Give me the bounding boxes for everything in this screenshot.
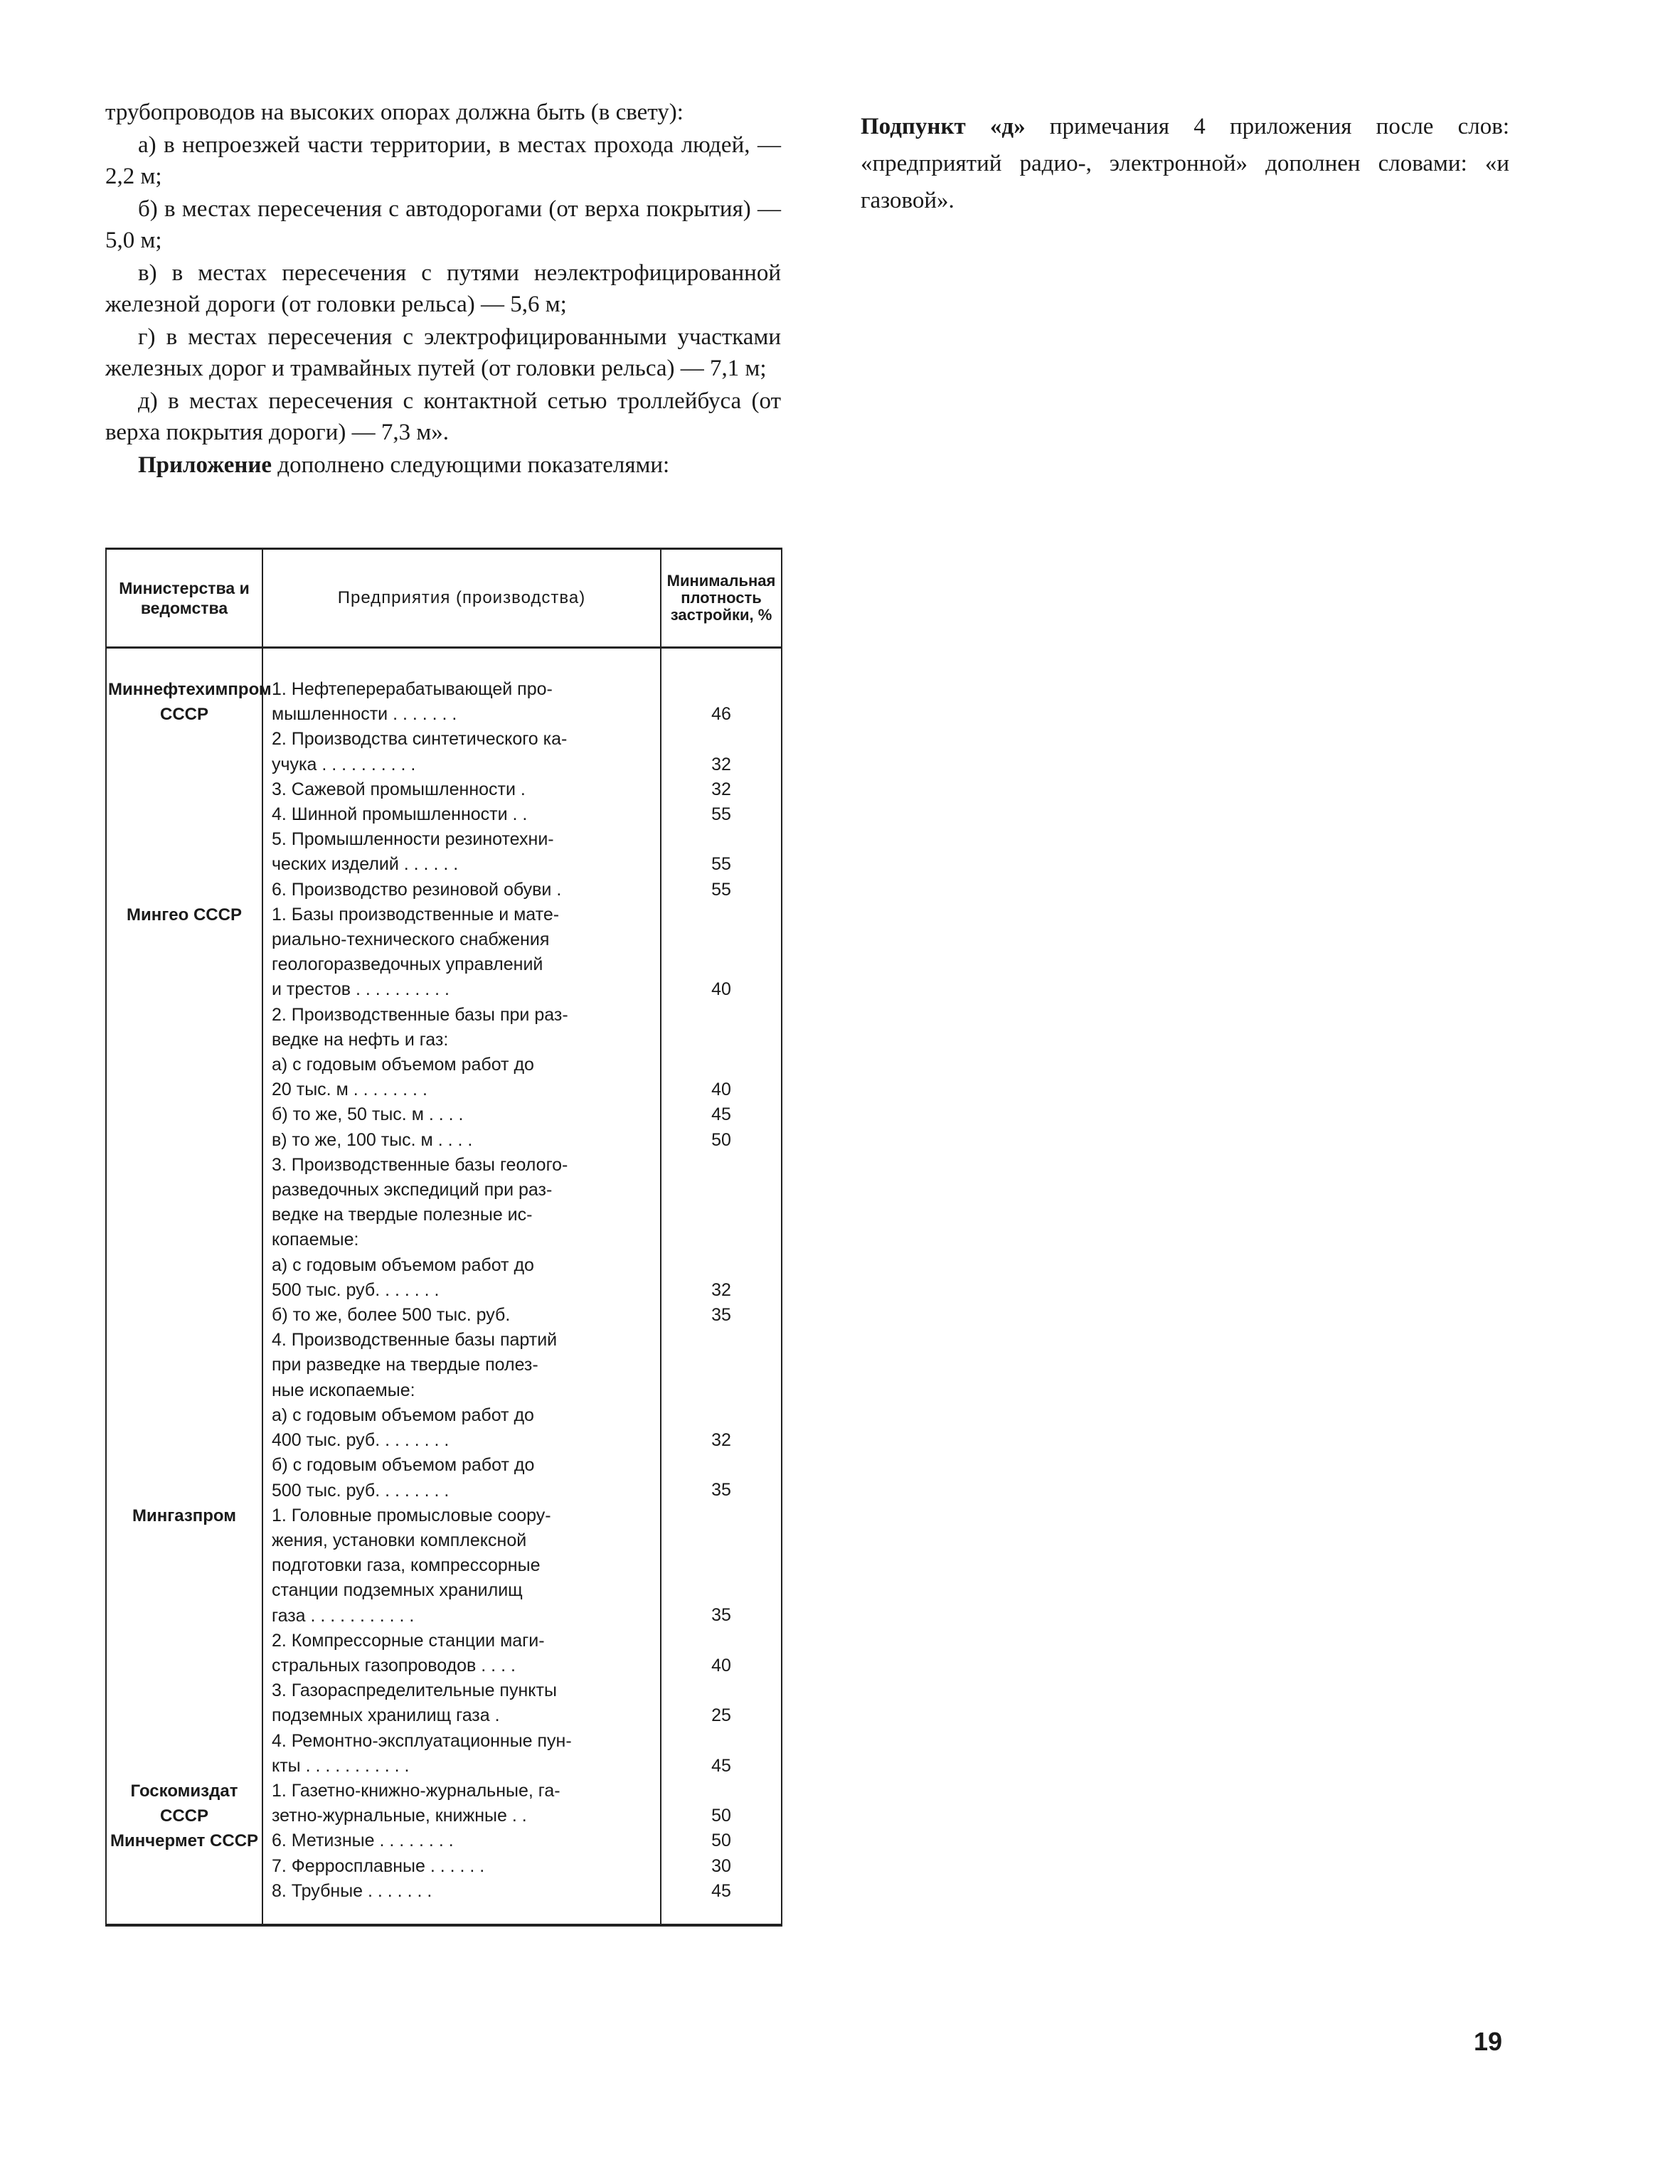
density-blank bbox=[661, 1779, 781, 1804]
table-intro bbox=[105, 449, 781, 481]
density-value: 45 bbox=[711, 1880, 731, 1901]
enterprise-line: 4. Шинной промышленности . . bbox=[272, 804, 528, 825]
ministry-cell: Мингазпром bbox=[106, 1503, 262, 1779]
enterprise-cell bbox=[262, 1828, 661, 1925]
density-blank bbox=[661, 1203, 781, 1227]
table-spacer-row bbox=[106, 648, 782, 678]
enterprise-line: 500 тыс. руб. . . . . . . . bbox=[272, 1480, 450, 1501]
density-blank bbox=[661, 1553, 781, 1578]
density-value: 30 bbox=[711, 1855, 731, 1876]
density-value: 40 bbox=[711, 1655, 731, 1676]
density-blank bbox=[661, 1328, 781, 1353]
spacer-cell bbox=[661, 648, 782, 678]
density-blank bbox=[661, 1678, 781, 1703]
ministry-cell: Мингео СССР bbox=[106, 902, 262, 1503]
enterprise-item bbox=[272, 902, 654, 1003]
enterprise-line: 3. Сажевой промышленности . bbox=[272, 779, 526, 799]
enterprise-line: 1. Головные промысловые соору- bbox=[272, 1505, 551, 1525]
enterprise-line: б) то же, более 500 тыс. руб. bbox=[272, 1305, 511, 1326]
density-value: 50 bbox=[711, 1806, 731, 1826]
enterprise-cell bbox=[262, 902, 661, 1503]
density-value: 35 bbox=[711, 1304, 731, 1325]
density-value bbox=[661, 1378, 781, 1402]
enterprise-item bbox=[272, 727, 654, 777]
density-value: 50 bbox=[711, 1129, 731, 1150]
density-value: 50 bbox=[711, 1831, 731, 1851]
enterprise-item bbox=[272, 1503, 654, 1629]
enterprise-line: геологоразведочных управлений bbox=[272, 954, 543, 975]
density-blank bbox=[661, 1629, 781, 1653]
density-value: 40 bbox=[711, 1080, 731, 1100]
enterprise-line: мышленности . . . . . . . bbox=[272, 704, 457, 725]
enterprise-line: 500 тыс. руб. . . . . . . bbox=[272, 1279, 440, 1300]
enterprise-item bbox=[272, 1453, 654, 1503]
enterprise-line: подготовки газа, компрессорные bbox=[272, 1555, 541, 1576]
table-group-row bbox=[106, 1828, 782, 1925]
ministry-cell: Минчермет СССР bbox=[106, 1828, 262, 1925]
density-blank bbox=[661, 927, 781, 952]
density-value: 45 bbox=[711, 1755, 731, 1776]
enterprise-line: ведке на твердые полезные ис- bbox=[272, 1205, 533, 1225]
enterprise-item bbox=[272, 1828, 654, 1853]
ministry-cell: Миннефтехимпром СССР bbox=[106, 677, 262, 902]
enterprise-line: 7. Ферросплавные . . . . . . bbox=[272, 1855, 485, 1876]
density-blank bbox=[661, 727, 781, 752]
enterprise-cell bbox=[262, 1779, 661, 1828]
enterprise-line: зетно-журнальные, книжные . . bbox=[272, 1806, 527, 1826]
right-paragraph bbox=[861, 108, 1509, 219]
enterprise-line: 20 тыс. м . . . . . . . . bbox=[272, 1080, 427, 1100]
page-number: 19 bbox=[1474, 2027, 1503, 2056]
enterprise-line: 3. Газораспределительные пункты bbox=[272, 1680, 557, 1701]
enterprise-line: 1. Нефтеперерабатывающей про- bbox=[272, 679, 553, 699]
left-column bbox=[105, 97, 781, 482]
enterprise-item bbox=[272, 1153, 654, 1253]
enterprise-line: б) то же, 50 тыс. м . . . . bbox=[272, 1104, 464, 1125]
enterprise-line: жения, установки комплексной bbox=[272, 1530, 527, 1550]
enterprise-line: станции подземных хранилищ bbox=[272, 1580, 523, 1601]
density-blank bbox=[661, 677, 781, 702]
enterprise-line: 4. Производственные базы партий bbox=[272, 1330, 558, 1351]
table-header-row bbox=[106, 549, 782, 648]
enterprise-line: подземных хранилищ газа . bbox=[272, 1705, 500, 1726]
density-blank bbox=[661, 1178, 781, 1203]
density-value: 55 bbox=[711, 854, 731, 875]
enterprise-line: стральных газопроводов . . . . bbox=[272, 1655, 516, 1676]
enterprise-line: 4. Ремонтно-эксплуатационные пун- bbox=[272, 1730, 572, 1751]
enterprise-item bbox=[272, 1729, 654, 1779]
enterprise-line: 1. Базы производственные и мате- bbox=[272, 904, 560, 925]
enterprise-item bbox=[272, 802, 654, 827]
enterprise-item bbox=[272, 827, 654, 877]
table-group-row bbox=[106, 1503, 782, 1779]
enterprise-line: 3. Производственные базы геолого- bbox=[272, 1154, 568, 1175]
enterprise-line: 1. Газетно-книжно-журнальные, га- bbox=[272, 1780, 560, 1801]
enterprise-line: 8. Трубные . . . . . . . bbox=[272, 1880, 432, 1901]
header-enterprise: Предприятия (производства) bbox=[262, 549, 661, 648]
enterprise-cell bbox=[262, 1503, 661, 1779]
density-blank bbox=[661, 827, 781, 852]
density-cell bbox=[661, 902, 782, 1503]
appendix-table-container bbox=[105, 548, 781, 1927]
paragraph-item-a: а) в непроезжей части территории, в местах прохода людей, — 2,2 м; bbox=[105, 132, 781, 189]
enterprise-line: при разведке на твердые полез- bbox=[272, 1355, 538, 1375]
density-cell bbox=[661, 1503, 782, 1779]
spacer-cell bbox=[262, 648, 661, 678]
table-body bbox=[106, 648, 782, 1925]
enterprise-line: риально-технического снабжения bbox=[272, 929, 550, 950]
enterprise-line: и трестов . . . . . . . . . . bbox=[272, 979, 450, 1000]
enterprise-item bbox=[272, 777, 654, 802]
enterprise-item bbox=[272, 1779, 654, 1828]
density-blank bbox=[661, 1053, 781, 1077]
enterprise-item bbox=[272, 878, 654, 902]
density-blank bbox=[661, 1578, 781, 1603]
enterprise-item bbox=[272, 1879, 654, 1904]
density-blank bbox=[661, 1403, 781, 1428]
enterprise-line: 2. Производственные базы при раз- bbox=[272, 1004, 568, 1025]
enterprise-item bbox=[272, 677, 654, 727]
enterprise-line: разведочных экспедиций при раз- bbox=[272, 1180, 553, 1200]
enterprise-line: ческих изделий . . . . . . bbox=[272, 854, 459, 875]
density-cell bbox=[661, 677, 782, 902]
enterprise-item bbox=[272, 1403, 654, 1453]
enterprise-line: 2. Производства синтетического ка- bbox=[272, 729, 568, 750]
density-blank bbox=[661, 1003, 781, 1028]
appendix-table bbox=[105, 548, 782, 1927]
enterprise-line: в) то же, 100 тыс. м . . . . bbox=[272, 1129, 473, 1150]
density-value: 55 bbox=[711, 879, 731, 900]
density-value: 45 bbox=[711, 1104, 731, 1125]
enterprise-item bbox=[272, 1303, 654, 1328]
enterprise-item bbox=[272, 1678, 654, 1728]
density-value: 25 bbox=[711, 1705, 731, 1726]
table-intro-bold: Приложение bbox=[138, 452, 272, 478]
table-group-row bbox=[106, 1779, 782, 1828]
table-intro-rest: дополнено следующими показателями: bbox=[277, 452, 670, 478]
density-value: 35 bbox=[711, 1605, 731, 1626]
enterprise-line: а) с годовым объемом работ до bbox=[272, 1055, 534, 1075]
density-blank bbox=[661, 1252, 781, 1277]
density-value: 35 bbox=[711, 1480, 731, 1501]
density-cell bbox=[661, 1828, 782, 1925]
paragraph-item-b: б) в местах пересечения с автодорогами (от верха покрытия) — 5,0 м; bbox=[105, 196, 781, 253]
spacer-cell bbox=[106, 648, 262, 678]
density-value: 32 bbox=[711, 779, 731, 799]
enterprise-line: б) с годовым объемом работ до bbox=[272, 1455, 535, 1476]
right-paragraph-rest: примечания 4 приложения после слов: «предприятий радио-, электронной» дополнен словами: «и газовой». bbox=[861, 114, 1510, 213]
density-blank bbox=[661, 1153, 781, 1178]
enterprise-line: 6. Производство резиновой обуви . bbox=[272, 879, 562, 900]
density-blank bbox=[661, 952, 781, 977]
enterprise-line: а) с годовым объемом работ до bbox=[272, 1405, 534, 1425]
enterprise-item bbox=[272, 1328, 654, 1403]
right-column bbox=[861, 108, 1509, 220]
density-value: 55 bbox=[711, 804, 731, 824]
density-value: 46 bbox=[711, 704, 731, 725]
enterprise-line: учука . . . . . . . . . . bbox=[272, 754, 416, 774]
enterprise-line: 2. Компрессорные станции маги- bbox=[272, 1630, 545, 1651]
enterprise-item bbox=[272, 1003, 654, 1053]
density-blank bbox=[661, 1728, 781, 1753]
ministry-cell: Госкомиздат СССР bbox=[106, 1779, 262, 1828]
density-value: 32 bbox=[711, 754, 731, 774]
enterprise-line: ные ископаемые: bbox=[272, 1380, 415, 1400]
header-density: Минимальная плотность застройки, % bbox=[661, 549, 782, 648]
table-group-row bbox=[106, 677, 782, 902]
paragraph-item-v: в) в местах пересечения с путями неэлектрофицированной железной дороги (от головки рельса) — 5,6 м; bbox=[105, 260, 781, 317]
density-value: 32 bbox=[711, 1279, 731, 1300]
enterprise-line: 400 тыс. руб. . . . . . . . bbox=[272, 1430, 450, 1451]
density-blank bbox=[661, 1503, 781, 1528]
table-group-row bbox=[106, 902, 782, 1503]
enterprise-line: ведке на нефть и газ: bbox=[272, 1029, 449, 1050]
density-value bbox=[661, 1028, 781, 1053]
density-value: 40 bbox=[711, 979, 731, 1000]
density-cell bbox=[661, 1779, 782, 1828]
paragraph-intro: трубопроводов на высоких опорах должна быть (в свету): bbox=[105, 100, 684, 125]
density-blank bbox=[661, 1353, 781, 1378]
enterprise-item bbox=[272, 1053, 654, 1102]
header-ministry: Министерства и ведомства bbox=[106, 549, 262, 648]
density-blank bbox=[661, 1453, 781, 1478]
enterprise-line: 6. Метизные . . . . . . . . bbox=[272, 1831, 454, 1851]
enterprise-item bbox=[272, 1629, 654, 1678]
enterprise-item bbox=[272, 1128, 654, 1153]
enterprise-item bbox=[272, 1253, 654, 1303]
enterprise-line: кты . . . . . . . . . . . bbox=[272, 1755, 410, 1776]
enterprise-line: 5. Промышленности резинотехни- bbox=[272, 829, 554, 850]
density-blank bbox=[661, 902, 781, 927]
paragraph-item-g: г) в местах пересечения с электрофицированными участками железных дорог и трамвайных путей (от головки рельса) — 7,1 м; bbox=[105, 324, 781, 381]
enterprise-item bbox=[272, 1854, 654, 1879]
density-value: 32 bbox=[711, 1429, 731, 1450]
enterprise-line: а) с годовым объемом работ до bbox=[272, 1255, 534, 1275]
density-blank bbox=[661, 1528, 781, 1553]
enterprise-item bbox=[272, 1102, 654, 1127]
enterprise-line: копаемые: bbox=[272, 1230, 359, 1250]
density-value bbox=[661, 1227, 781, 1252]
paragraph-item-d: д) в местах пересечения с контактной сетью троллейбуса (от верха покрытия дороги) — 7,3 м». bbox=[105, 388, 781, 445]
enterprise-cell bbox=[262, 677, 661, 902]
right-paragraph-bold: Подпункт «д» bbox=[861, 114, 1026, 139]
enterprise-line: газа . . . . . . . . . . . bbox=[272, 1605, 415, 1626]
